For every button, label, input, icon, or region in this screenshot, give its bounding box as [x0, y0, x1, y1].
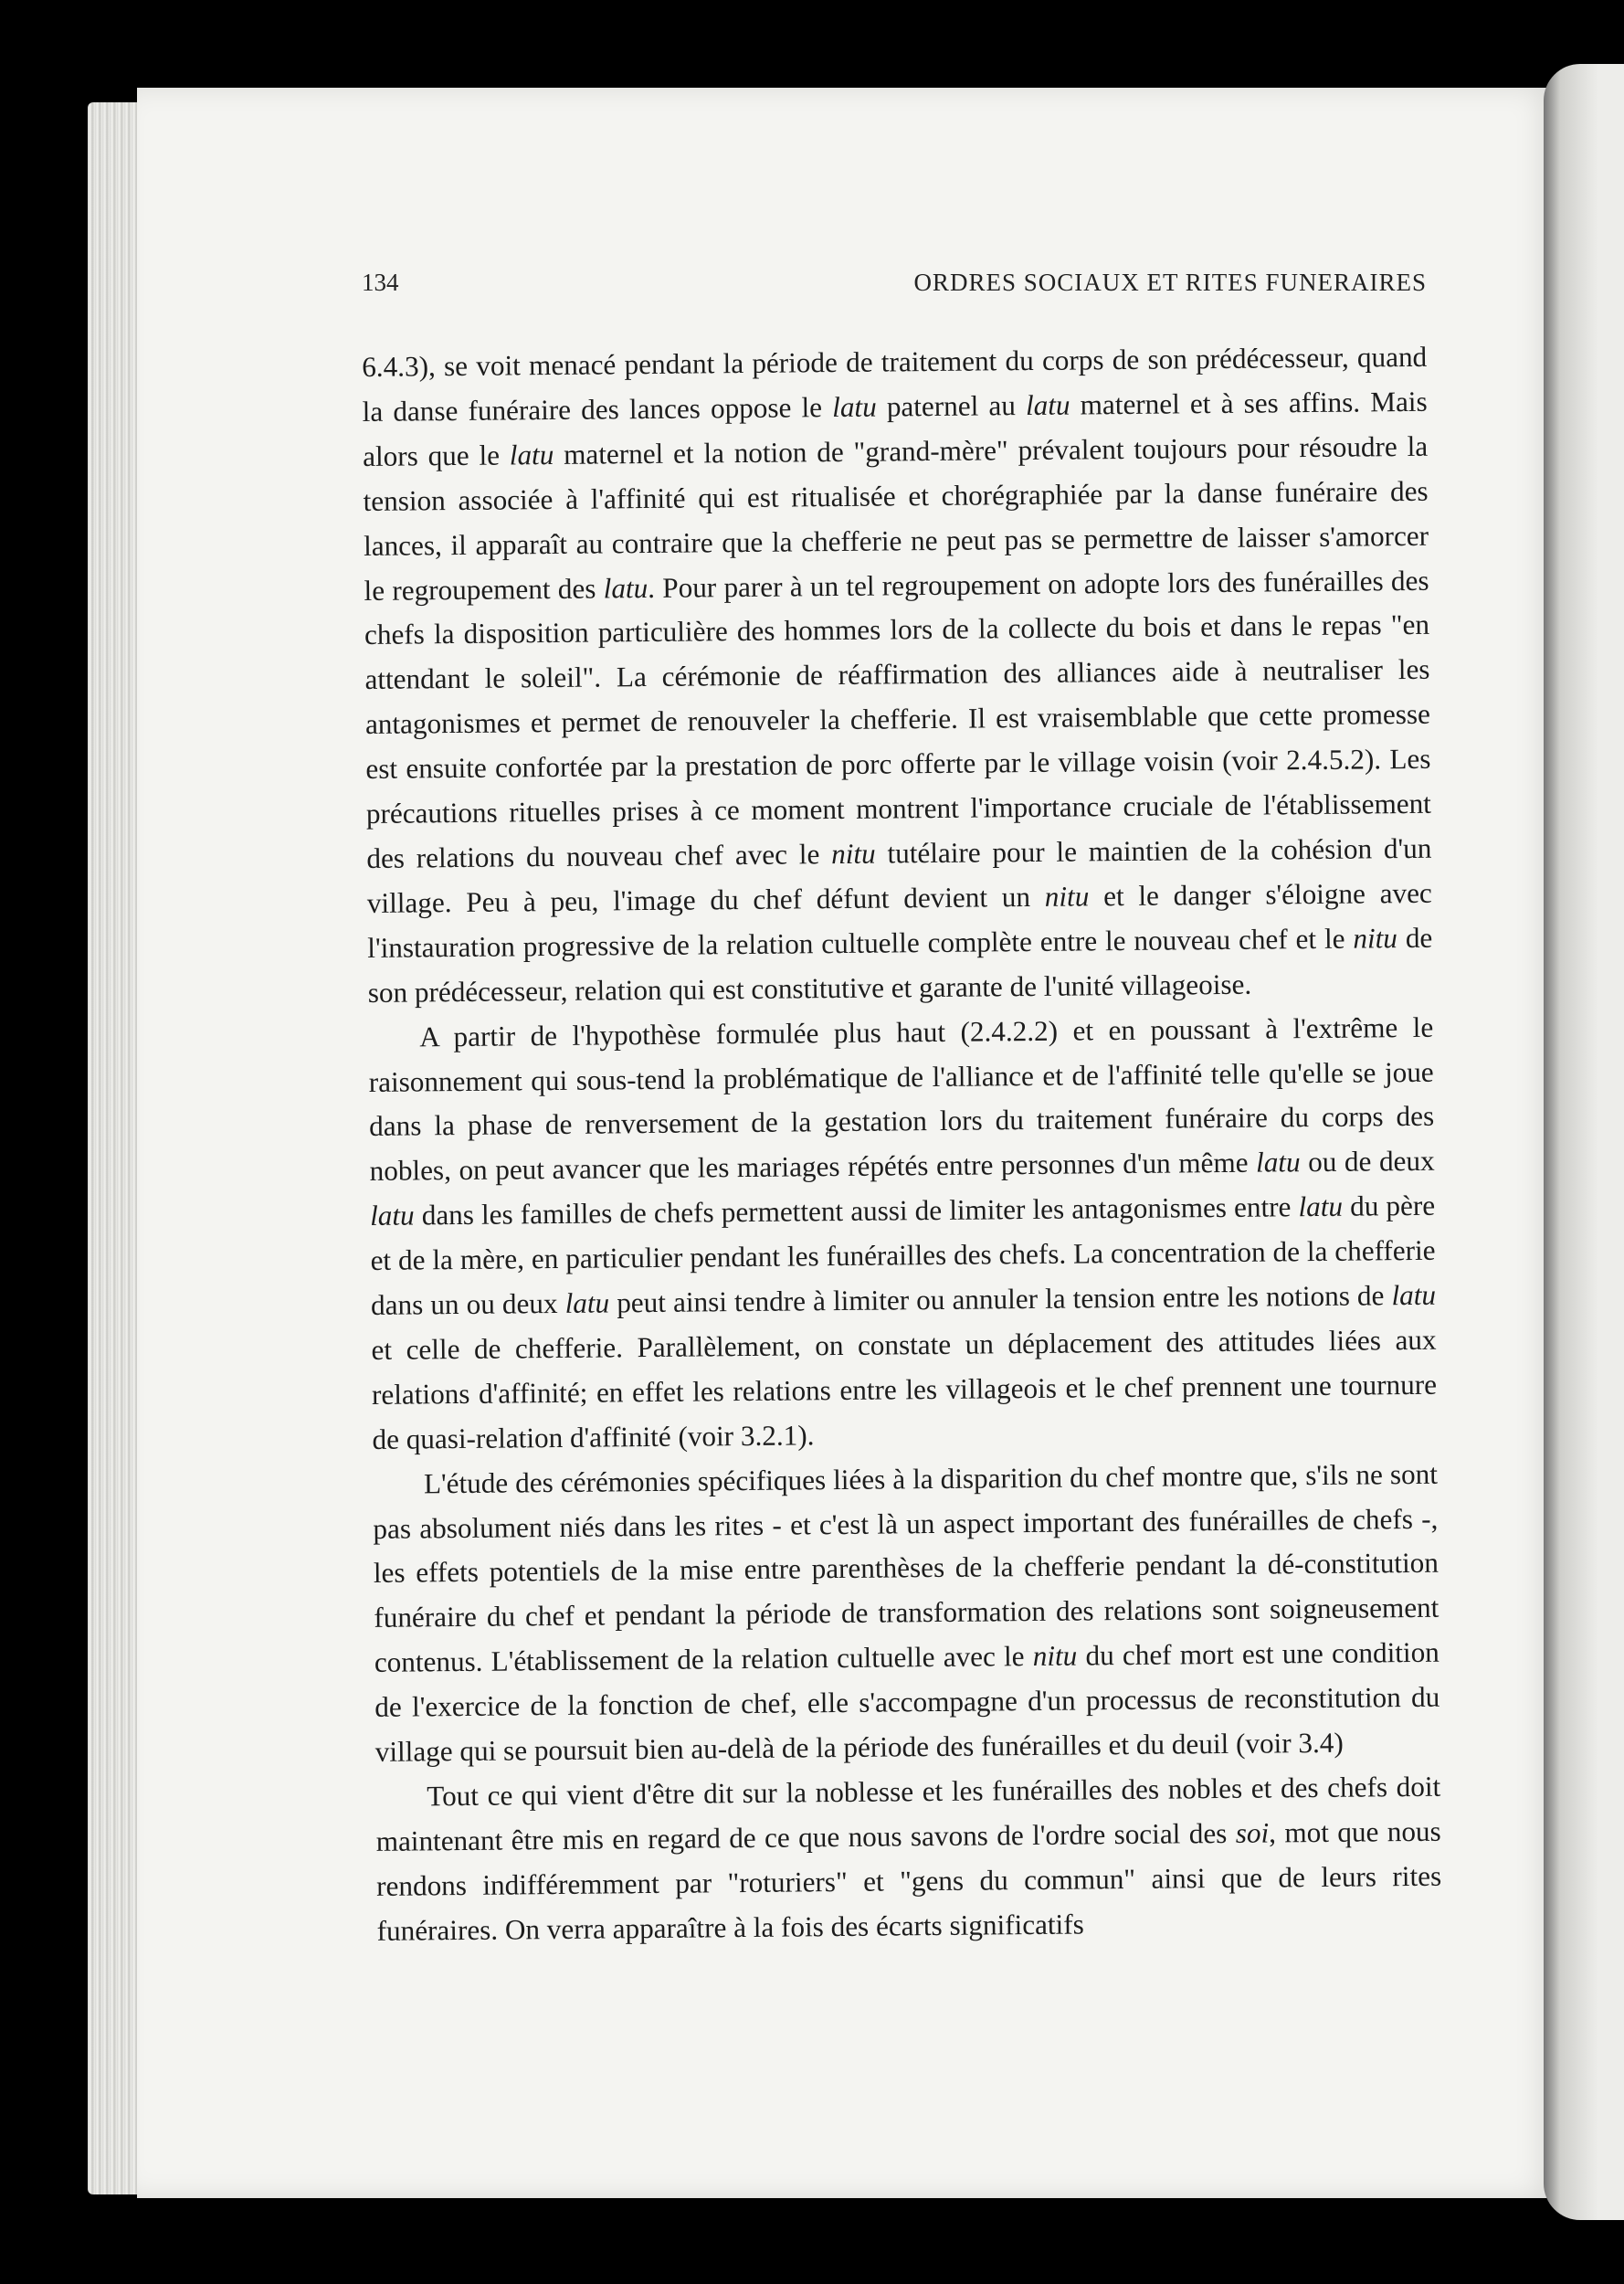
paragraph	[373, 1452, 1440, 1775]
text-run: tutélaire pour le maintien de la cohésion d'un village. Peu à peu, l'image du chef défunt devient un	[366, 831, 1432, 919]
italic-term: latu	[832, 390, 877, 423]
italic-term: nitu	[1032, 1639, 1078, 1673]
text-run: du père et de la mère, en particulier pendant les funérailles des chefs. La concentration de la chefferie dans un ou deux	[370, 1189, 1436, 1321]
text-run: peut ainsi tendre à limiter ou annuler la tension entre les notions de	[608, 1279, 1392, 1319]
right-page-edge	[1544, 64, 1624, 2220]
text-run: . Pour parer à un tel regroupement on adopte lors des funérailles des chefs la disposition particulière des hommes lors de la collecte du bois et dans le repas "en attendant le soleil". La cérémonie de réaffirmation des alliances aide à neutraliser les antagonismes et permet de renouveler la chefferie. Il est vraisemblable que cette promesse est ensuite confortée par la prestation de porc offerte par le village voisin (voir 2.4.5.2). Les précautions rituelles prises à ce moment montrent l'importance cruciale de l'établissement des relations du nouveau chef avec le	[364, 564, 1432, 874]
italic-term: latu	[1298, 1190, 1344, 1223]
text-run: A partir de l'hypothèse formulée plus haut (2.4.2.2) et en poussant à l'extrême le raisonnement qui sous-tend la problématique de l'alliance et de l'affinité telle qu'elle se joue dans la phase de renversement de la gestation lors du traitement funéraire du corps des nobles, on peut avancer que les mariages répétés entre personnes d'un même	[368, 1010, 1435, 1188]
paragraph	[368, 1005, 1438, 1462]
page-number: 134	[362, 269, 399, 296]
italic-term: latu	[1391, 1278, 1437, 1312]
running-header	[362, 261, 1427, 307]
text-run: Tout ce qui vient d'être dit sur la noblesse et les funérailles des nobles et des chefs doit maintenant être mis en regard de ce que nous savons de l'ordre social des	[375, 1770, 1441, 1857]
text-run: et le danger s'éloigne avec l'instauration progressive de la relation cultuelle complète entre le nouveau chef et le	[367, 876, 1432, 964]
text-run: dans les familles de chefs permettent aussi de limiter les antagonismes entre	[414, 1190, 1299, 1232]
text-run: maternel et la notion de "grand-mère" prévalent toujours pour résoudre la tension associée à l'affinité qui est ritualisée et chorégraphiée par la danse funéraire des lances, il apparaît au contraire que la chefferie ne peut pas se permettre de laisser s'amorcer le regroupement des	[363, 429, 1429, 607]
italic-term: latu	[509, 438, 554, 471]
text-run: L'étude des cérémonies spécifiques liées à la disparition du chef montre que, s'ils ne sont pas absolument niés dans les rites - et c'est là un aspect important des funérailles de chefs -, les effets potentiels de la mise entre parenthèses de la chefferie pendant la dé-constitution funéraire du chef et pendant la période de transformation des relations sont soigneusement contenus. L'établissement de la relation cultuelle avec le	[373, 1457, 1439, 1679]
body-text	[362, 335, 1442, 1954]
text-run: et celle de chefferie. Parallèlement, on constate un déplacement des attitudes liées aux relations d'affinité; en effet les relations entre les villageois et le chef prennent une tournure de quasi-relation d'affinité (voir 3.2.1).	[371, 1323, 1438, 1455]
italic-term: soi	[1235, 1816, 1270, 1849]
italic-term: latu	[369, 1199, 415, 1232]
italic-term: nitu	[830, 837, 876, 871]
text-run: de son prédécesseur, relation qui est constitutive et garante de l'unité villageoise.	[367, 921, 1433, 1009]
italic-term: latu	[603, 571, 649, 605]
paragraph	[362, 335, 1433, 1016]
italic-term: nitu	[1044, 880, 1090, 913]
text-run: paternel au	[876, 388, 1027, 423]
text-run: , mot que nous rendons indifféremment par "roturiers" et "gens du commun" ainsi que de leurs rites funéraires. On verra apparaître à la fois des écarts significatifs	[376, 1814, 1442, 1947]
paragraph	[375, 1765, 1442, 1954]
text-run: 6.4.3), se voit menacé pendant la période de traitement du corps de son prédécesseur, quand la danse funéraire des lances oppose le	[362, 340, 1428, 428]
italic-term: nitu	[1353, 921, 1398, 955]
text-run: ou de deux	[1300, 1145, 1435, 1179]
italic-term: latu	[564, 1286, 610, 1319]
running-title: ORDRES SOCIAUX ET RITES FUNERAIRES	[913, 269, 1427, 296]
text-run: maternel et à ses affins. Mais alors que le	[362, 385, 1428, 472]
italic-term: latu	[1255, 1146, 1301, 1179]
italic-term: latu	[1025, 388, 1070, 421]
text-run: du chef mort est une condition de l'exercice de la fonction de chef, elle s'accompagne d'un processus de reconstitution du village qui se poursuit bien au-delà de la période des funérailles et du deuil (voir 3.4)	[374, 1636, 1440, 1769]
